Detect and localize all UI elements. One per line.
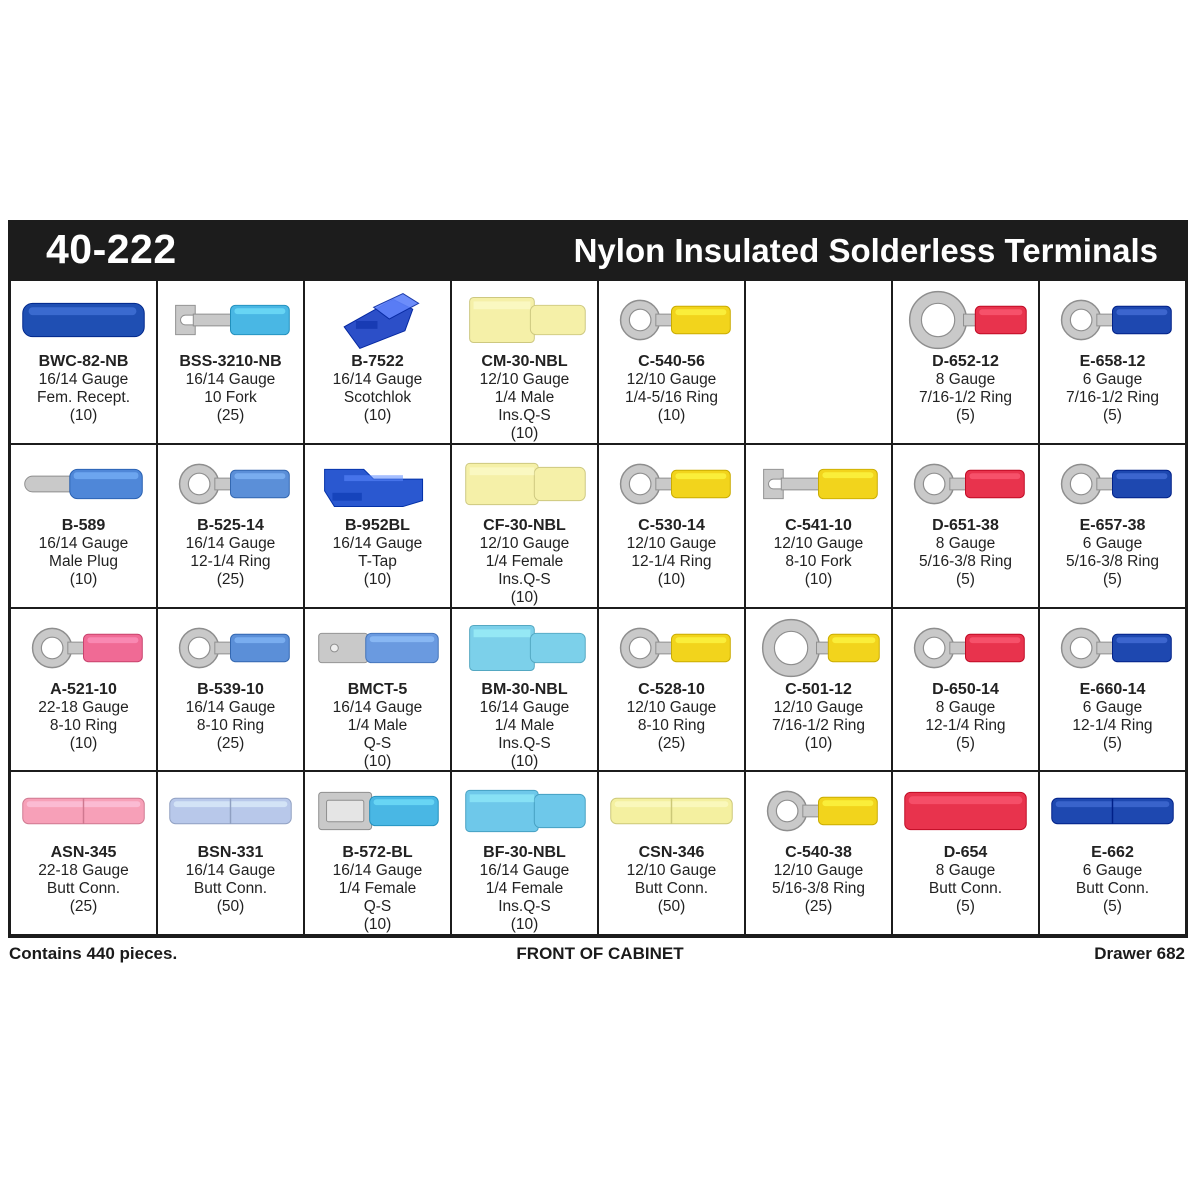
- spec-line: 12-1/4 Ring: [925, 716, 1006, 734]
- spec-line: 12-1/4 Ring: [1072, 716, 1153, 734]
- spec-line: 12-1/4 Ring: [190, 552, 271, 570]
- terminal-label: [601, 517, 742, 589]
- terminal-cell-e-658-12: [1040, 281, 1185, 443]
- terminal-cell-b-589: [11, 445, 156, 607]
- quantity: (10): [510, 916, 539, 934]
- quantity: (5): [1103, 898, 1122, 916]
- quantity: (5): [1103, 734, 1122, 752]
- terminal-label: [160, 517, 301, 589]
- part-number: BWC-82-NB: [38, 353, 129, 370]
- terminal-label: [1042, 353, 1183, 425]
- spec-line: 16/14 Gauge: [185, 534, 276, 552]
- terminal-cell-c-501-12: [746, 609, 891, 771]
- quantity: (5): [956, 570, 975, 588]
- spec-line: 12/10 Gauge: [626, 534, 717, 552]
- part-number: C-541-10: [785, 516, 852, 534]
- cabinet-label: FRONT OF CABINET: [516, 944, 684, 963]
- spec-line: 8 Gauge: [935, 862, 996, 880]
- spec-line: 10 Fork: [204, 389, 257, 406]
- terminal-label: [160, 353, 301, 425]
- terminal-label: [895, 517, 1036, 589]
- quantity: (25): [216, 734, 245, 752]
- part-number: CF-30-NBL: [483, 516, 566, 534]
- terminal-cell-b-525-14: [158, 445, 303, 607]
- spec-line: 1/4 Female: [485, 880, 564, 898]
- terminal-label: [307, 517, 448, 589]
- part-number: B-539-10: [197, 680, 264, 698]
- quantity: (25): [804, 898, 833, 916]
- spec-line: 12/10 Gauge: [479, 371, 570, 388]
- terminal-image: [599, 778, 744, 844]
- terminal-cell-bm-30-nbl: [452, 609, 597, 771]
- empty-cell: [746, 281, 891, 443]
- quantity: (5): [956, 898, 975, 916]
- part-number: CSN-346: [638, 844, 705, 862]
- spec-line: 12/10 Gauge: [773, 534, 864, 552]
- terminal-image: [893, 287, 1038, 353]
- spec-line: 1/4 Male: [494, 716, 555, 734]
- terminal-label: [454, 844, 595, 934]
- quantity: (5): [1103, 570, 1122, 588]
- terminal-image: [1040, 615, 1185, 681]
- terminal-cell-asn-345: [11, 772, 156, 934]
- spec-line: Ins.Q-S: [498, 734, 551, 752]
- part-number: BSS-3210-NB: [179, 353, 282, 370]
- terminal-cell-bss-3210-nb: [158, 281, 303, 443]
- quantity: (25): [69, 898, 98, 916]
- part-number: B-572-BL: [342, 844, 413, 862]
- spec-line: 16/14 Gauge: [38, 371, 129, 388]
- terminal-grid: [11, 281, 1185, 934]
- terminal-image: [1040, 778, 1185, 844]
- terminal-label: [454, 517, 595, 607]
- spec-line: 6 Gauge: [1082, 862, 1143, 880]
- spec-line: 16/14 Gauge: [479, 862, 570, 880]
- terminal-image: [305, 615, 450, 681]
- spec-line: 16/14 Gauge: [479, 698, 570, 716]
- part-number: B-952BL: [345, 516, 410, 534]
- footer: [0, 942, 1200, 968]
- quantity: (5): [956, 734, 975, 752]
- quantity: (25): [216, 570, 245, 588]
- quantity: (10): [363, 570, 392, 588]
- spec-line: 12/10 Gauge: [479, 534, 570, 552]
- terminal-label: [601, 844, 742, 916]
- quantity: (10): [510, 752, 539, 770]
- spec-line: 1/4 Male: [347, 716, 408, 734]
- quantity: (10): [363, 407, 392, 424]
- spec-line: 16/14 Gauge: [332, 371, 423, 388]
- part-number: E-662: [1091, 844, 1134, 862]
- terminal-label: [1042, 681, 1183, 753]
- terminal-image: [452, 287, 597, 353]
- part-number: BSN-331: [197, 844, 264, 862]
- spec-line: 1/4 Female: [485, 552, 564, 570]
- terminal-cell-cm-30-nbl: [452, 281, 597, 443]
- spec-line: 12/10 Gauge: [626, 698, 717, 716]
- spec-line: 12/10 Gauge: [626, 371, 717, 388]
- terminal-label: [895, 844, 1036, 916]
- terminal-label: [307, 681, 448, 771]
- terminal-image: [452, 451, 597, 517]
- spec-line: Male Plug: [49, 552, 118, 570]
- spec-line: 8 Gauge: [935, 371, 996, 388]
- spec-line: Butt Conn.: [928, 880, 1003, 898]
- terminal-image: [158, 778, 303, 844]
- spec-line: 8 Gauge: [935, 698, 996, 716]
- spec-line: Butt Conn.: [1075, 880, 1150, 898]
- spec-line: 5/16-3/8 Ring: [771, 880, 866, 898]
- spec-line: 8 Gauge: [935, 534, 996, 552]
- spec-line: 7/16-1/2 Ring: [918, 389, 1013, 406]
- terminal-image: [11, 451, 156, 517]
- terminal-label: [160, 681, 301, 753]
- terminal-label: [454, 353, 595, 443]
- part-number: B-525-14: [197, 516, 264, 534]
- terminal-cell-b-539-10: [158, 609, 303, 771]
- spec-line: 22-18 Gauge: [38, 698, 129, 716]
- spec-line: 1/4 Male: [494, 389, 555, 406]
- terminal-image: [11, 615, 156, 681]
- spec-line: 12-1/4 Ring: [631, 552, 712, 570]
- part-number: E-658-12: [1079, 353, 1146, 370]
- quantity: (25): [657, 734, 686, 752]
- terminal-label: [1042, 517, 1183, 589]
- spec-line: Q-S: [363, 898, 392, 916]
- spec-line: 6 Gauge: [1082, 534, 1143, 552]
- part-number: D-654: [943, 844, 988, 862]
- card-header: [8, 220, 1188, 280]
- terminal-cell-bsn-331: [158, 772, 303, 934]
- part-number: C-501-12: [785, 680, 852, 698]
- terminal-image: [158, 451, 303, 517]
- terminal-image: [305, 451, 450, 517]
- spec-line: 8-10 Ring: [637, 716, 706, 734]
- terminal-image: [11, 778, 156, 844]
- spec-line: 8-10 Fork: [785, 552, 852, 570]
- terminal-cell-d-650-14: [893, 609, 1038, 771]
- terminal-cell-b-7522: [305, 281, 450, 443]
- spec-line: Butt Conn.: [634, 880, 709, 898]
- part-number: E-660-14: [1079, 680, 1146, 698]
- spec-line: 12/10 Gauge: [773, 862, 864, 880]
- quantity: (10): [510, 425, 539, 442]
- terminal-image: [893, 615, 1038, 681]
- spec-line: Ins.Q-S: [498, 407, 551, 424]
- terminal-cell-bf-30-nbl: [452, 772, 597, 934]
- terminal-label: [13, 353, 154, 425]
- terminal-cell-cf-30-nbl: [452, 445, 597, 607]
- part-number: E-657-38: [1079, 516, 1146, 534]
- part-number: C-540-56: [638, 353, 705, 370]
- part-number: C-528-10: [638, 680, 705, 698]
- spec-line: 22-18 Gauge: [38, 862, 129, 880]
- spec-line: 7/16-1/2 Ring: [771, 716, 866, 734]
- spec-line: 1/4-5/16 Ring: [624, 389, 719, 406]
- terminal-label: [307, 353, 448, 425]
- spec-line: 16/14 Gauge: [332, 534, 423, 552]
- spec-line: 7/16-1/2 Ring: [1065, 389, 1160, 406]
- terminal-cell-d-652-12: [893, 281, 1038, 443]
- spec-line: 16/14 Gauge: [185, 862, 276, 880]
- terminal-cell-csn-346: [599, 772, 744, 934]
- quantity: (50): [657, 898, 686, 916]
- quantity: (10): [69, 570, 98, 588]
- part-number: BMCT-5: [347, 680, 408, 698]
- terminal-label: [13, 517, 154, 589]
- terminal-label: [13, 844, 154, 916]
- terminal-cell-d-654: [893, 772, 1038, 934]
- spec-line: Scotchlok: [343, 389, 412, 406]
- spec-line: 1/4 Female: [338, 880, 417, 898]
- quantity: (10): [363, 752, 392, 770]
- part-number: C-540-38: [785, 844, 852, 862]
- spec-line: 16/14 Gauge: [332, 698, 423, 716]
- drawer-label: Drawer 682: [1094, 944, 1185, 963]
- terminal-image: [893, 778, 1038, 844]
- terminal-image: [11, 287, 156, 353]
- terminal-image: [746, 451, 891, 517]
- terminal-label: [748, 681, 889, 753]
- product-card: [8, 220, 1188, 938]
- terminal-label: [160, 844, 301, 916]
- terminal-label: [748, 517, 889, 589]
- terminal-image: [305, 287, 450, 353]
- spec-line: 6 Gauge: [1082, 371, 1143, 388]
- quantity: (5): [956, 407, 975, 424]
- quantity: (10): [657, 570, 686, 588]
- spec-line: 16/14 Gauge: [38, 534, 129, 552]
- kit-title: Nylon Insulated Solderless Terminals: [573, 232, 1158, 269]
- terminal-label: [895, 681, 1036, 753]
- spec-line: Q-S: [363, 734, 392, 752]
- terminal-image: [452, 615, 597, 681]
- terminal-image: [599, 287, 744, 353]
- terminal-image: [1040, 287, 1185, 353]
- spec-line: 6 Gauge: [1082, 698, 1143, 716]
- quantity: (10): [804, 734, 833, 752]
- terminal-image: [158, 287, 303, 353]
- terminal-label: [748, 844, 889, 916]
- quantity: (5): [1103, 407, 1122, 424]
- terminal-image: [599, 615, 744, 681]
- terminal-cell-e-657-38: [1040, 445, 1185, 607]
- quantity: (10): [69, 407, 98, 424]
- terminal-image: [158, 615, 303, 681]
- kit-number: 40-222: [46, 226, 177, 272]
- spec-line: 12/10 Gauge: [773, 698, 864, 716]
- terminal-cell-bwc-82-nb: [11, 281, 156, 443]
- terminal-cell-c-541-10: [746, 445, 891, 607]
- terminal-label: [895, 353, 1036, 425]
- terminal-label: [307, 844, 448, 934]
- spec-line: Fem. Recept.: [36, 389, 131, 406]
- terminal-image: [893, 451, 1038, 517]
- terminal-cell-e-660-14: [1040, 609, 1185, 771]
- part-number: BM-30-NBL: [481, 680, 568, 698]
- terminal-cell-d-651-38: [893, 445, 1038, 607]
- terminal-cell-c-530-14: [599, 445, 744, 607]
- part-number: D-650-14: [932, 680, 999, 698]
- spec-line: Butt Conn.: [193, 880, 268, 898]
- spec-line: 12/10 Gauge: [626, 862, 717, 880]
- spec-line: 5/16-3/8 Ring: [918, 552, 1013, 570]
- terminal-label: [13, 681, 154, 753]
- spec-line: Ins.Q-S: [498, 898, 551, 916]
- terminal-image: [1040, 451, 1185, 517]
- spec-line: 8-10 Ring: [196, 716, 265, 734]
- spec-line: 16/14 Gauge: [185, 698, 276, 716]
- terminal-label: [454, 681, 595, 771]
- part-number: CM-30-NBL: [481, 353, 568, 370]
- terminal-image: [599, 451, 744, 517]
- spec-line: 16/14 Gauge: [185, 371, 276, 388]
- quantity: (25): [216, 407, 245, 424]
- part-number: BF-30-NBL: [483, 844, 566, 862]
- spec-line: T-Tap: [358, 552, 397, 570]
- spec-line: 5/16-3/8 Ring: [1065, 552, 1160, 570]
- terminal-cell-a-521-10: [11, 609, 156, 771]
- part-number: B-589: [61, 516, 106, 534]
- terminal-label: [1042, 844, 1183, 916]
- quantity: (10): [804, 570, 833, 588]
- terminal-image: [305, 778, 450, 844]
- quantity: (50): [216, 898, 245, 916]
- terminal-label: [601, 681, 742, 753]
- terminal-cell-c-540-38: [746, 772, 891, 934]
- terminal-cell-c-528-10: [599, 609, 744, 771]
- part-number: ASN-345: [50, 844, 117, 862]
- terminal-cell-e-662: [1040, 772, 1185, 934]
- spec-line: 8-10 Ring: [49, 716, 118, 734]
- terminal-image: [746, 778, 891, 844]
- spec-line: Butt Conn.: [46, 880, 121, 898]
- terminal-cell-bmct-5: [305, 609, 450, 771]
- part-number: D-651-38: [932, 516, 999, 534]
- quantity: (10): [510, 588, 539, 606]
- quantity: (10): [657, 407, 686, 424]
- part-number: A-521-10: [50, 680, 117, 698]
- terminal-image: [452, 778, 597, 844]
- spec-line: 16/14 Gauge: [332, 862, 423, 880]
- piece-count: Contains 440 pieces.: [9, 944, 178, 963]
- part-number: D-652-12: [932, 353, 999, 370]
- terminal-image: [746, 615, 891, 681]
- terminal-cell-b-572-bl: [305, 772, 450, 934]
- terminal-cell-b-952bl: [305, 445, 450, 607]
- quantity: (10): [69, 734, 98, 752]
- part-number: C-530-14: [638, 516, 705, 534]
- spec-line: Ins.Q-S: [498, 570, 551, 588]
- part-number: B-7522: [351, 353, 404, 370]
- terminal-label: [601, 353, 742, 425]
- quantity: (10): [363, 916, 392, 934]
- terminal-cell-c-540-56: [599, 281, 744, 443]
